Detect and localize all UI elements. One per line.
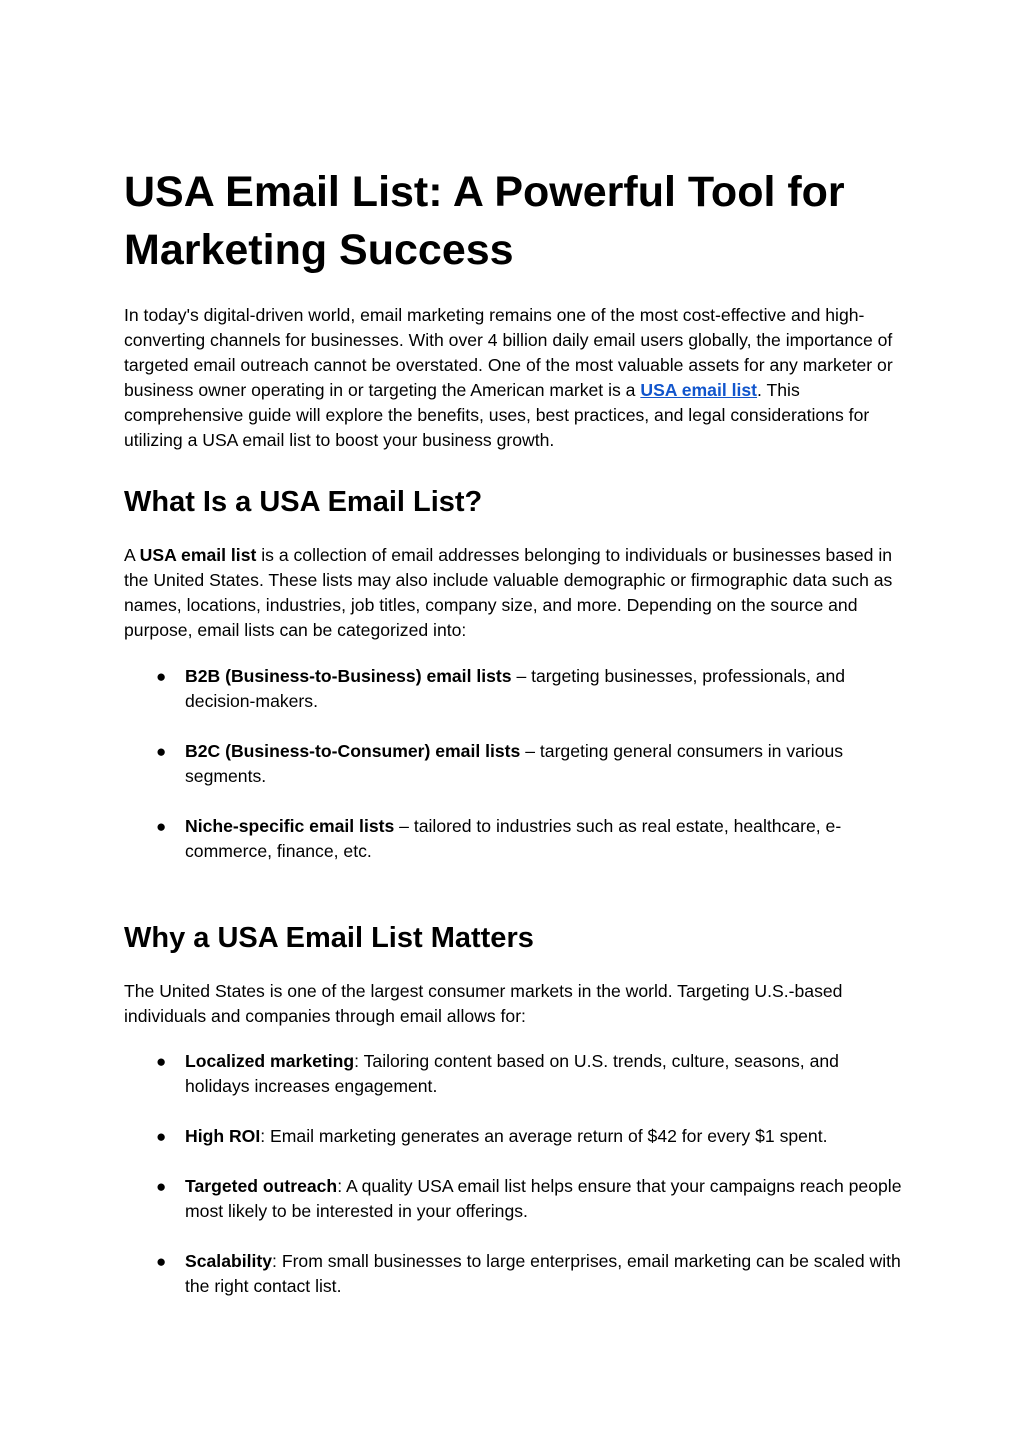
- bullet-icon: ●: [156, 1177, 167, 1196]
- list-item-bold: Scalability: [185, 1251, 273, 1271]
- list-item-bold: High ROI: [185, 1126, 261, 1146]
- list-item: [124, 1174, 904, 1224]
- list-item-text: : A quality USA email list helps ensure that your campaigns reach people most likely to be interested in your offerings.: [185, 1176, 902, 1221]
- list-item: [124, 1249, 904, 1299]
- bullet-icon: ●: [156, 817, 167, 836]
- list-item: [124, 1049, 904, 1099]
- bullet-icon: ●: [156, 667, 167, 686]
- list-item-bold: B2B (Business-to-Business) email lists: [185, 666, 512, 686]
- section-heading-why-matters: Why a USA Email List Matters: [124, 922, 534, 954]
- section1-bold-term: USA email list: [139, 545, 257, 565]
- section1-paragraph: [124, 543, 904, 643]
- list-item-bold: Niche-specific email lists: [185, 816, 395, 836]
- section2-paragraph: The United States is one of the largest consumer markets in the world. Targeting U.S.-based individuals and companies through email allows for:: [124, 981, 843, 1026]
- list-item-text: : From small businesses to large enterprises, email marketing can be scaled with the right contact list.: [185, 1251, 901, 1296]
- list-item-text: – targeting businesses, professionals, and decision-makers.: [185, 666, 846, 711]
- section-heading-what-is: What Is a USA Email List?: [124, 486, 483, 518]
- list-item-bold: Localized marketing: [185, 1051, 355, 1071]
- bullet-icon: ●: [156, 1052, 167, 1071]
- list-item: [124, 739, 904, 789]
- list-item: [124, 814, 904, 864]
- list-item: [124, 664, 904, 714]
- intro-paragraph: [124, 303, 904, 453]
- usa-email-list-link[interactable]: USA email list: [640, 380, 758, 400]
- intro-text-before: In today's digital-driven world, email marketing remains one of the most cost-effective and high-converting channels for businesses. With over 4 billion daily email users globally, the importance of targeted email outreach cannot be overstated. One of the most valuable assets for any marketer or business owner operating in or targeting the American market is a: [124, 305, 893, 400]
- bullet-icon: ●: [156, 1252, 167, 1271]
- list-item-text: – tailored to industries such as real estate, healthcare, e-commerce, finance, etc.: [185, 816, 842, 861]
- list-item-bold: Targeted outreach: [185, 1176, 338, 1196]
- section1-prefix: A: [124, 545, 140, 565]
- bullet-icon: ●: [156, 742, 167, 761]
- list-benefits: [124, 1049, 904, 1299]
- intro-text-after: . This comprehensive guide will explore the benefits, uses, best practices, and legal considerations for utilizing a USA email list to boost your business growth.: [124, 380, 870, 450]
- list-item-text: : Tailoring content based on U.S. trends, culture, seasons, and holidays increases engagement.: [185, 1051, 839, 1096]
- page-title: USA Email List: A Powerful Tool for Marketing Success: [124, 168, 845, 274]
- bullet-icon: ●: [156, 1127, 167, 1146]
- list-types: [124, 664, 904, 864]
- list-item-bold: B2C (Business-to-Consumer) email lists: [185, 741, 521, 761]
- list-item: [124, 1124, 904, 1149]
- section1-text: is a collection of email addresses belonging to individuals or businesses based in the United States. These lists may also include valuable demographic or firmographic data such as names, locations, industries, job titles, company size, and more. Depending on the source and purpose, email lists can be categorized into:: [124, 545, 893, 640]
- list-item-text: – targeting general consumers in various segments.: [185, 741, 844, 786]
- list-item-text: : Email marketing generates an average return of $42 for every $1 spent.: [260, 1126, 828, 1146]
